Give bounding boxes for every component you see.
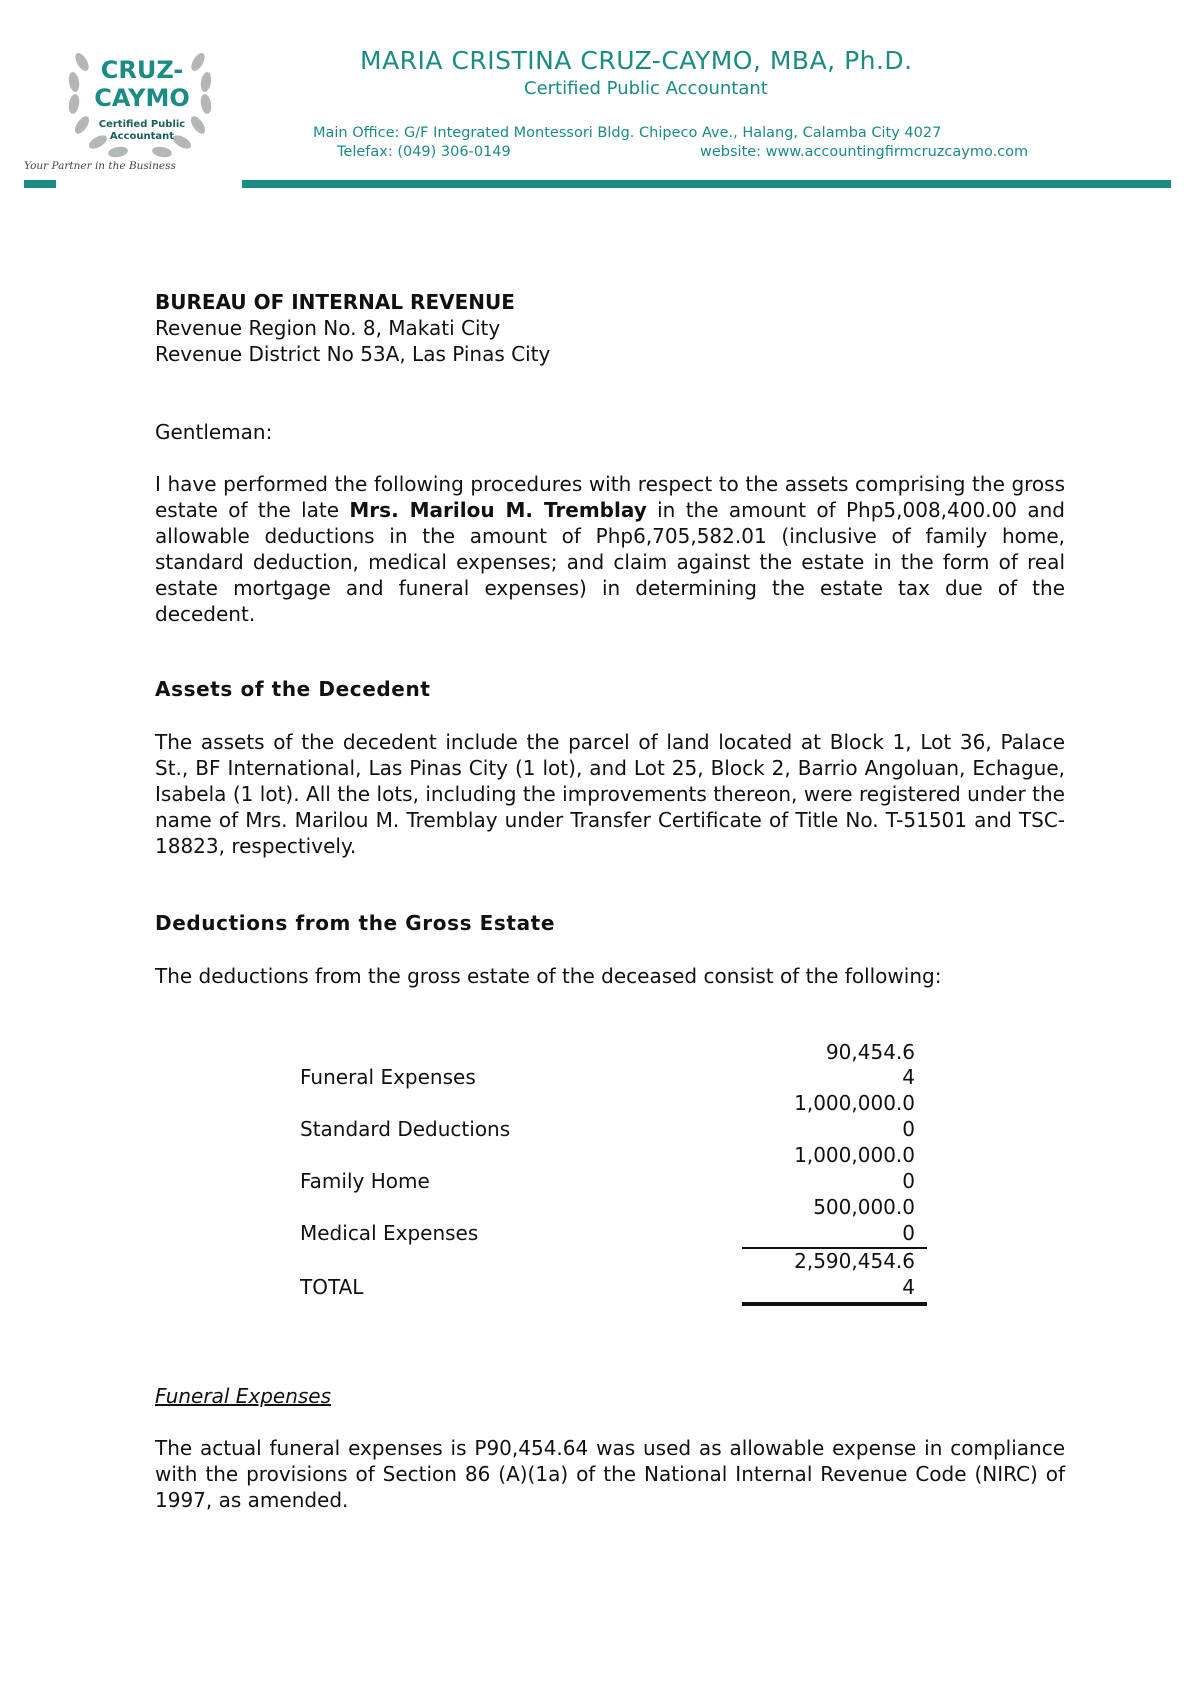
- decedent-name: Mrs. Marilou M. Tremblay: [349, 498, 647, 522]
- logo-wordmark: CRUZ- CAYMO: [94, 56, 190, 112]
- addressee-line2: Revenue Region No. 8, Makati City: [155, 316, 501, 340]
- firm-title: Certified Public Accountant: [524, 78, 768, 99]
- table-value-line2: 4: [902, 1065, 915, 1089]
- table-value-line2: 0: [902, 1169, 915, 1193]
- logo-tagline: Your Partner in the Business: [24, 160, 176, 172]
- table-value-line1: 500,000.0: [813, 1195, 915, 1219]
- deductions-intro: The deductions from the gross estate of the deceased consist of the following:: [155, 964, 942, 988]
- intro-paragraph: [155, 471, 1065, 627]
- assets-heading: Assets of the Decedent: [155, 677, 431, 701]
- funeral-heading: Funeral Expenses: [155, 1384, 332, 1408]
- table-value-line1: 1,000,000.0: [794, 1143, 915, 1167]
- table-value-line1: 1,000,000.0: [794, 1091, 915, 1115]
- deductions-heading: Deductions from the Gross Estate: [155, 911, 556, 935]
- salutation: Gentleman:: [155, 420, 273, 444]
- addressee-line1: BUREAU OF INTERNAL REVENUE: [155, 290, 515, 314]
- header-rule-left: [24, 180, 56, 188]
- table-row-label: Family Home: [300, 1169, 430, 1193]
- table-value-line2: 0: [902, 1221, 915, 1245]
- table-value-line1: 90,454.6: [825, 1040, 915, 1064]
- intro-text-before: I have performed the following procedures with respect to the assets comprising the gross estate of the late: [155, 472, 1065, 522]
- table-row-label: Standard Deductions: [300, 1117, 511, 1141]
- intro-text-after: in the amount of Php5,008,400.00 and allowable deductions in the amount of Php6,705,582.01 (inclusive of family home, standard deduction, medical expenses; and claim against the estate in the form of real estate mortgage and funeral expenses) in determining the estate tax due of the decedent.: [155, 498, 1065, 626]
- table-value-line2: 0: [902, 1117, 915, 1141]
- website: website: www.accountingfirmcruzcaymo.com: [700, 144, 1029, 160]
- table-row-label: Funeral Expenses: [300, 1065, 476, 1089]
- logo-subtitle: Certified Public Accountant: [98, 119, 186, 142]
- total-value-line1: 2,590,454.6: [794, 1249, 915, 1273]
- addressee-line3: Revenue District No 53A, Las Pinas City: [155, 342, 551, 366]
- header-rule-right: [242, 180, 1171, 188]
- funeral-paragraph: The actual funeral expenses is P90,454.64 was used as allowable expense in compliance with the provisions of Section 86 (A)(1a) of the National Internal Revenue Code (NIRC) of 1997, as amended.: [155, 1436, 1065, 1512]
- table-row-label: Medical Expenses: [300, 1221, 479, 1245]
- office-address: Main Office: G/F Integrated Montessori Bldg. Chipeco Ave., Halang, Calamba City 4027: [313, 125, 942, 141]
- telefax: Telefax: (049) 306-0149: [337, 144, 511, 160]
- assets-paragraph: The assets of the decedent include the parcel of land located at Block 1, Lot 36, Palace St., BF International, Las Pinas City (1 lot), and Lot 25, Block 2, Barrio Angoluan, Echague, Isabela (1 lot). All the lots, including the improvements thereon, were registered under the name of Mrs. Marilou M. Tremblay under Transfer Certificate of Title No. T-51501 and TSC-18823, respectively.: [155, 730, 1065, 858]
- total-label: TOTAL: [300, 1275, 364, 1299]
- firm-name: MARIA CRISTINA CRUZ-CAYMO, MBA, Ph.D.: [360, 46, 913, 75]
- addressee-block: [155, 289, 550, 367]
- total-value-line2: 4: [902, 1275, 915, 1299]
- total-double-rule: [742, 1302, 927, 1306]
